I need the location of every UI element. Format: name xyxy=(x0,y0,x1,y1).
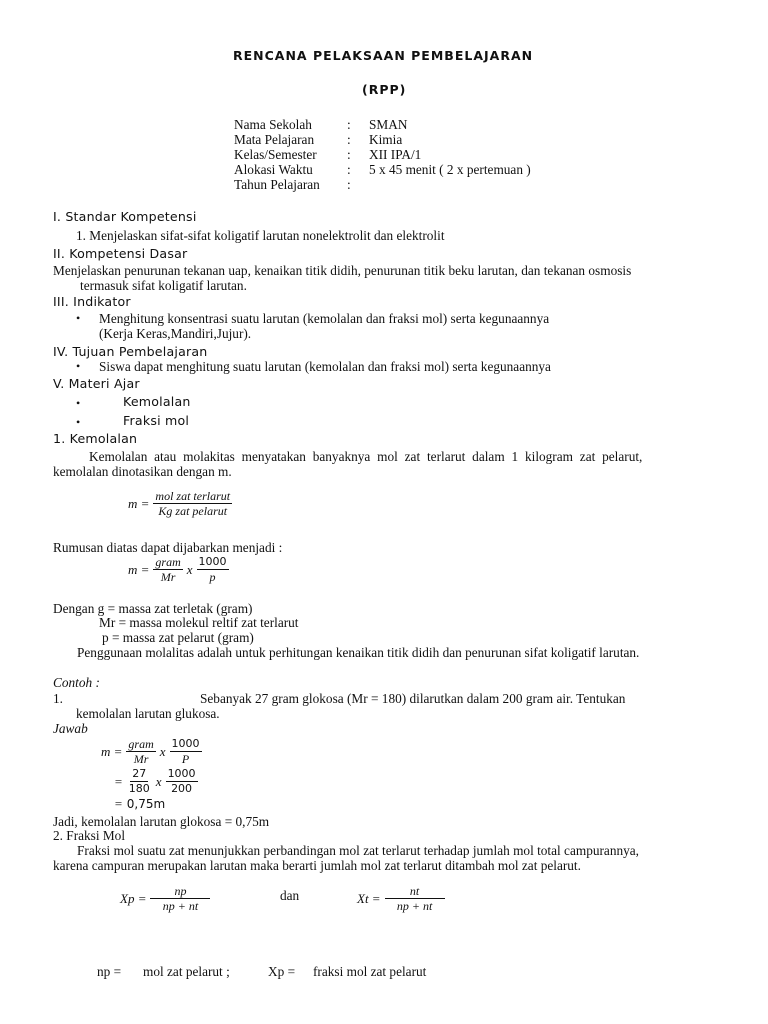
fraction xyxy=(126,737,155,766)
identity-label: Mata Pelajaran xyxy=(234,132,315,147)
formula-xp xyxy=(120,884,210,913)
materi-item: Kemolalan xyxy=(123,394,191,409)
answer-step1 xyxy=(101,737,202,766)
fraction xyxy=(153,489,232,518)
kemolalan-para-line2: kemolalan dinotasikan dengan m. xyxy=(53,464,232,479)
denominator: np + nt xyxy=(162,899,199,913)
identity-label: Nama Sekolah xyxy=(234,117,312,132)
answer-step3 xyxy=(114,796,165,812)
numerator: gram xyxy=(155,555,181,569)
fraction xyxy=(197,555,229,584)
indikator-line1: Menghitung konsentrasi suatu larutan (kemolalan dan fraksi mol) serta kegunaannya xyxy=(99,311,550,326)
numerator: np xyxy=(150,884,210,899)
section-heading-materi: V. Materi Ajar xyxy=(53,376,140,391)
kd-text-line2: termasuk sifat koligatif larutan. xyxy=(80,278,247,293)
rumusan-text: Rumusan diatas dapat dijabarkan menjadi : xyxy=(53,540,283,555)
bullet-icon: • xyxy=(76,359,81,373)
formula-lhs: m = xyxy=(128,495,150,511)
document-subtitle: (RPP) xyxy=(362,82,407,97)
denominator: 200 xyxy=(171,782,193,795)
kemolalan-heading: 1. Kemolalan xyxy=(53,431,138,446)
identity-label: Kelas/Semester xyxy=(234,147,317,162)
identity-sep: : xyxy=(347,117,351,132)
formula-xt xyxy=(357,884,445,913)
identity-sep: : xyxy=(347,177,351,192)
fraction xyxy=(153,555,182,584)
bullet-icon: • xyxy=(76,311,81,325)
legend-xp-value: fraksi mol zat pelarut xyxy=(313,964,427,979)
definition-p: p = massa zat pelarut (gram) xyxy=(102,630,254,645)
formula-lhs: = xyxy=(114,773,123,789)
denominator: Mr xyxy=(133,752,149,766)
legend-np-label: np = xyxy=(97,964,122,979)
formula-lhs: m = xyxy=(128,561,150,577)
identity-value: Kimia xyxy=(369,132,403,147)
numerator: nt xyxy=(385,884,445,899)
numerator: 1000 xyxy=(198,555,227,568)
times-sign: x xyxy=(155,773,162,789)
contoh-question-line2: kemolalan larutan glukosa. xyxy=(76,706,220,721)
bullet-icon: • xyxy=(76,396,81,410)
fraksi-heading: 2. Fraksi Mol xyxy=(53,828,126,843)
answer-conclusion: Jadi, kemolalan larutan glokosa = 0,75m xyxy=(53,814,270,829)
formula-connector: dan xyxy=(280,888,300,903)
sk-item: 1. Menjelaskan sifat-sifat koligatif larutan nonelektrolit dan elektrolit xyxy=(76,228,445,243)
fraction xyxy=(385,884,445,913)
identity-label: Alokasi Waktu xyxy=(234,162,313,177)
identity-label: Tahun Pelajaran xyxy=(234,177,320,192)
fraction xyxy=(170,737,202,766)
formula-molality-expanded xyxy=(128,555,229,584)
jawab-label: Jawab xyxy=(53,721,88,736)
denominator: Kg zat pelarut xyxy=(158,504,228,518)
denominator: p xyxy=(209,570,216,584)
section-heading-indikator: III. Indikator xyxy=(53,294,131,309)
numerator: 27 xyxy=(132,767,147,780)
legend-xp-label: Xp = xyxy=(268,964,296,979)
times-sign: x xyxy=(186,561,193,577)
bullet-icon: • xyxy=(76,415,81,429)
identity-value: XII IPA/1 xyxy=(369,147,422,162)
formula-lhs: Xp = xyxy=(120,890,147,906)
fraction xyxy=(150,884,210,913)
section-heading-sk: I. Standar Kompetensi xyxy=(53,209,197,224)
fraksi-para-line1: Fraksi mol suatu zat menunjukkan perbandingan mol zat terlarut terhadap jumlah mol total campurannya, xyxy=(77,843,639,858)
definition-g: Dengan g = massa zat terletak (gram) xyxy=(53,601,253,616)
formula-molality-definition xyxy=(128,489,232,518)
contoh-label: Contoh : xyxy=(53,675,100,690)
formula-lhs: = xyxy=(114,796,123,811)
denominator: np + nt xyxy=(396,899,433,913)
section-heading-kd: II. Kompetensi Dasar xyxy=(53,246,188,261)
fraction xyxy=(166,767,198,796)
numerator: 1000 xyxy=(167,767,196,780)
indikator-line2: (Kerja Keras,Mandiri,Jujur). xyxy=(99,326,252,341)
denominator: Mr xyxy=(160,570,176,584)
materi-item: Fraksi mol xyxy=(123,413,190,428)
denominator: 180 xyxy=(128,782,150,795)
contoh-number: 1. xyxy=(53,691,63,706)
document-title: RENCANA PELAKSAAN PEMBELAJARAN xyxy=(233,48,534,63)
identity-sep: : xyxy=(347,162,351,177)
definition-mr: Mr = massa molekul reltif zat terlarut xyxy=(99,615,299,630)
numerator: mol zat terlarut xyxy=(155,489,231,503)
numerator: 1000 xyxy=(171,737,200,750)
answer-value: 0,75m xyxy=(126,797,166,811)
tujuan-item: Siswa dapat menghitung suatu larutan (kemolalan dan fraksi mol) serta kegunaannya xyxy=(99,359,551,374)
molality-usage: Penggunaan molalitas adalah untuk perhitungan kenaikan titik didih dan penurunan sifat koligatif larutan. xyxy=(77,645,640,660)
denominator: P xyxy=(181,752,190,766)
fraction xyxy=(127,767,152,796)
times-sign: x xyxy=(159,743,166,759)
fraksi-para-line2: karena campuran merupakan larutan maka berarti jumlah mol zat terlarut ditambah mol zat pelarut. xyxy=(53,858,581,873)
formula-lhs: m = xyxy=(101,743,123,759)
answer-step2 xyxy=(114,767,198,796)
identity-sep: : xyxy=(347,147,351,162)
kd-text-line1: Menjelaskan penurunan tekanan uap, kenaikan titik didih, penurunan titik beku larutan, dan tekanan osmosis xyxy=(53,263,632,278)
identity-value: 5 x 45 menit ( 2 x pertemuan ) xyxy=(369,162,531,177)
section-heading-tujuan: IV. Tujuan Pembelajaran xyxy=(53,344,208,359)
formula-lhs: Xt = xyxy=(357,890,381,906)
numerator: gram xyxy=(128,737,154,751)
contoh-question-line1: Sebanyak 27 gram glokosa (Mr = 180) dilarutkan dalam 200 gram air. Tentukan xyxy=(200,691,626,706)
legend-np-value: mol zat pelarut ; xyxy=(143,964,230,979)
identity-sep: : xyxy=(347,132,351,147)
identity-value: SMAN xyxy=(369,117,408,132)
kemolalan-para-line1: Kemolalan atau molakitas menyatakan banyaknya mol zat terlarut dalam 1 kilogram zat pelarut, xyxy=(89,449,643,464)
